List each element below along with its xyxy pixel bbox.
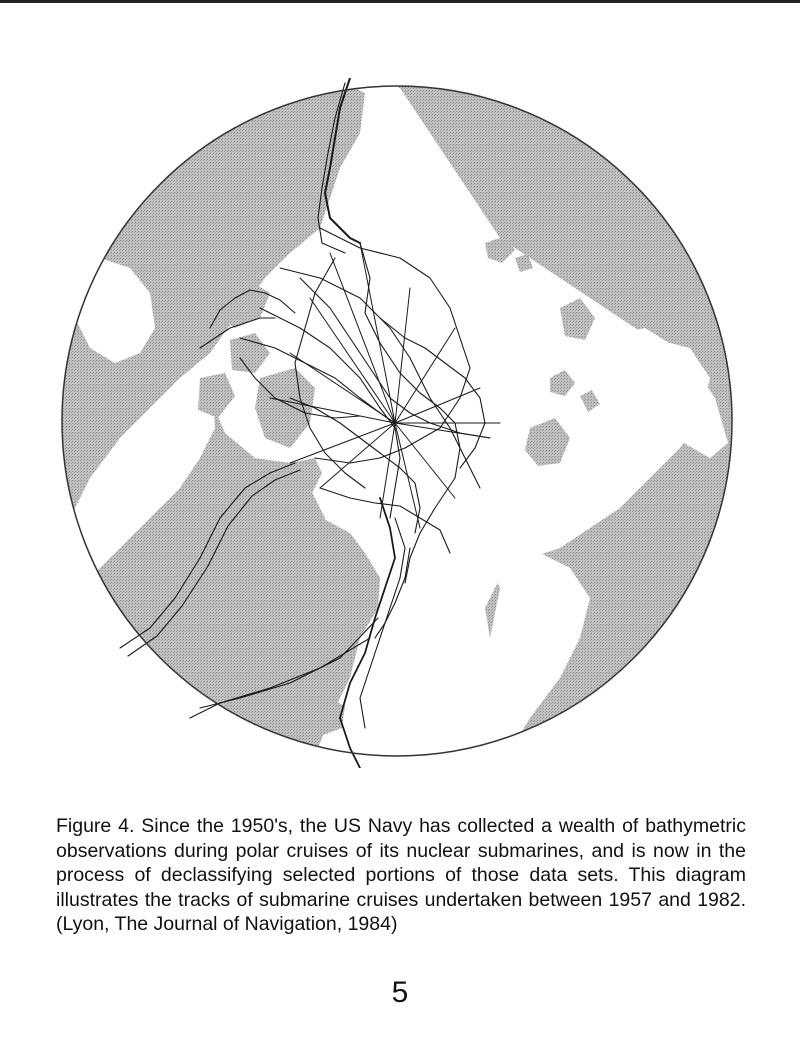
page-number: 5: [391, 976, 409, 1009]
arctic-polar-map: [60, 78, 740, 768]
arctic-map-figure: [60, 78, 740, 768]
page-top-rule: [0, 0, 800, 3]
figure-caption: Figure 4. Since the 1950's, the US Navy has collected a wealth of bathymetric observations during polar cruises of its nuclear submarines, and is now in the process of declassifying selected portions of those data sets. This diagram illustrates the tracks of submarine cruises undertaken between 1957 and 1982. (Lyon, The Journal of Navigation, 1984): [56, 815, 746, 935]
